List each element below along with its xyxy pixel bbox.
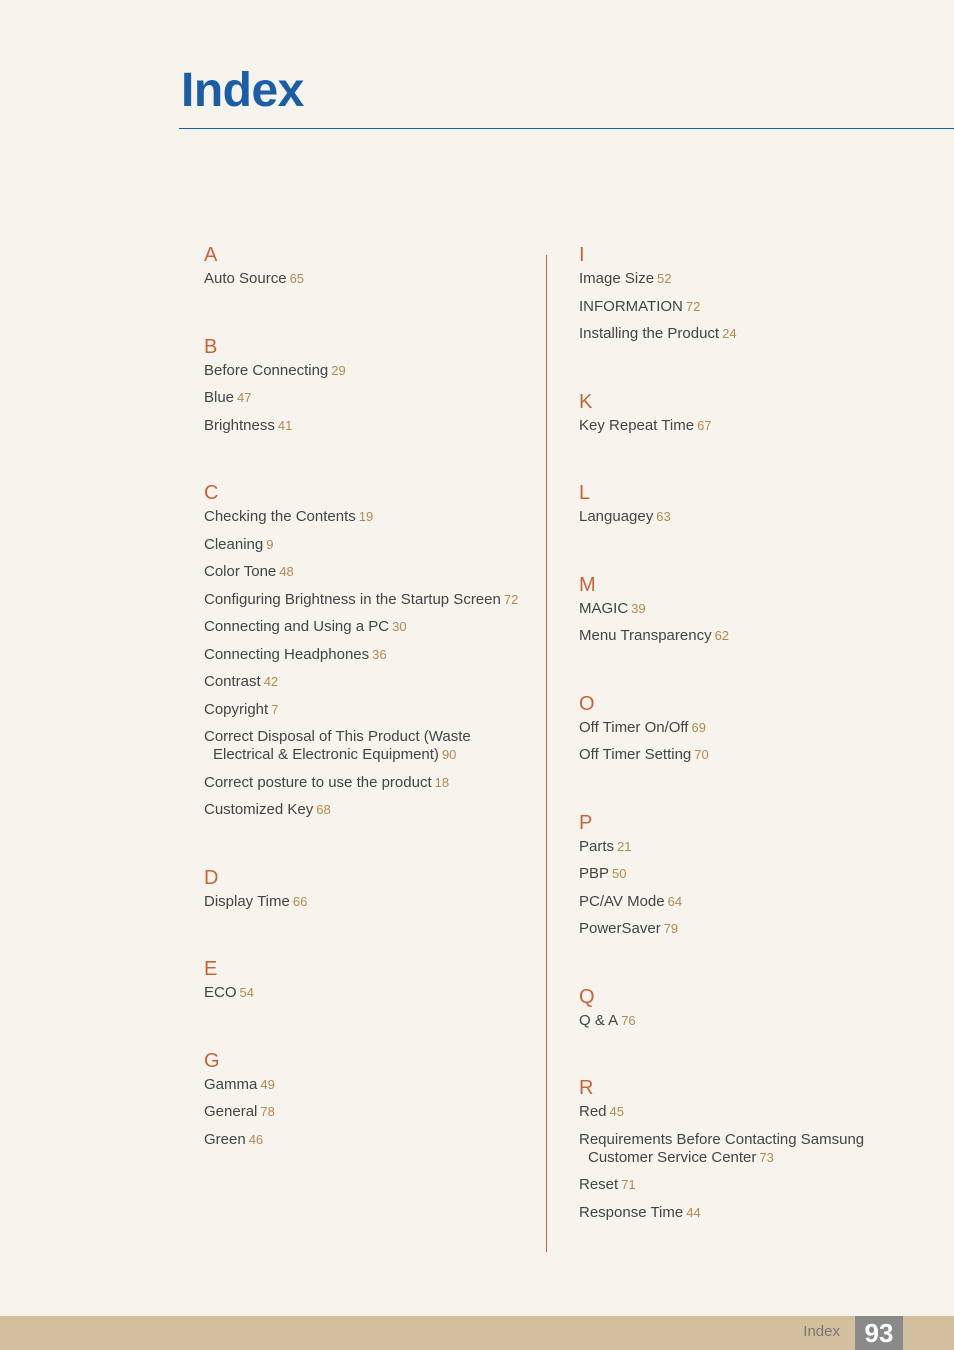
index-section-c <box>204 480 524 819</box>
index-entry[interactable] <box>579 1131 919 1167</box>
column-divider <box>546 255 547 1252</box>
entry-page[interactable]: 49 <box>260 1076 275 1092</box>
entry-page[interactable]: 62 <box>714 628 730 643</box>
index-column-right <box>579 242 919 1231</box>
entry-text: Checking the Contents <box>204 508 356 525</box>
index-section-d <box>204 865 524 911</box>
section-letter: O <box>579 692 595 715</box>
index-section-q <box>579 984 919 1030</box>
entry-text: Languagey <box>579 508 654 525</box>
entry-page[interactable]: 78 <box>260 1104 275 1119</box>
index-entry[interactable] <box>204 984 524 1002</box>
index-section-g <box>204 1048 524 1149</box>
index-entry[interactable] <box>204 774 524 792</box>
entry-text: Connecting and Using a PC <box>204 618 390 635</box>
index-entry[interactable] <box>204 362 524 380</box>
entry-text: Before Connecting <box>204 361 329 379</box>
entry-page[interactable]: 44 <box>686 1204 701 1220</box>
entry-text: Green <box>204 1130 246 1148</box>
entry-text: Key Repeat Time <box>579 416 695 434</box>
entry-page[interactable]: 7 <box>271 701 279 717</box>
index-entry[interactable] <box>204 389 524 407</box>
entry-text: Requirements Before Contacting Samsung Customer Service Center <box>579 1130 865 1166</box>
index-entry[interactable] <box>579 325 919 343</box>
entry-text: Cleaning <box>204 535 264 553</box>
entry-page[interactable]: 52 <box>657 271 672 286</box>
section-letter: I <box>579 244 585 266</box>
section-letter: A <box>204 244 218 266</box>
index-entry[interactable] <box>579 508 919 526</box>
entry-text: ECO <box>204 984 237 1001</box>
entry-text: General <box>204 1103 258 1120</box>
index-entry[interactable] <box>579 417 919 435</box>
index-entry[interactable] <box>204 893 524 911</box>
entry-text: Correct posture to use the product <box>204 773 432 791</box>
entry-text: Response Time <box>579 1203 684 1221</box>
index-section-a <box>204 242 524 288</box>
entry-text: Image Size <box>579 270 655 287</box>
entry-text: Gamma <box>204 1075 258 1093</box>
entry-text: Display Time <box>204 892 290 910</box>
entry-page[interactable]: 36 <box>372 646 387 662</box>
index-entry[interactable] <box>204 673 524 691</box>
entry-text: PBP <box>579 865 610 882</box>
page-footer <box>0 1316 954 1350</box>
entry-page[interactable]: 29 <box>331 362 346 378</box>
entry-text: Parts <box>579 837 615 855</box>
entry-text: Off Timer On/Off <box>579 718 689 736</box>
entry-page[interactable]: 45 <box>609 1104 624 1119</box>
entry-page[interactable]: 50 <box>612 866 627 881</box>
section-letter: C <box>204 482 219 504</box>
page-number: 93 <box>855 1316 903 1350</box>
entry-text: PC/AV Mode <box>579 892 665 910</box>
entry-text: Correct Disposal of This Product (Waste Electrical & Electronic Equipment) <box>204 728 471 763</box>
entry-page[interactable]: 90 <box>441 747 457 762</box>
index-entry[interactable] <box>204 270 524 288</box>
section-letter: E <box>204 958 218 980</box>
index-entry[interactable] <box>204 801 524 819</box>
index-entry[interactable] <box>579 270 919 288</box>
entry-page[interactable]: 65 <box>289 271 305 286</box>
entry-page[interactable]: 48 <box>279 564 294 579</box>
entry-text: Menu Transparency <box>579 627 712 644</box>
entry-page[interactable]: 42 <box>263 674 279 689</box>
entry-page[interactable]: 68 <box>316 802 331 817</box>
entry-text: Configuring Brightness in the Startup Screen <box>204 590 501 608</box>
index-section-l <box>579 480 919 526</box>
entry-text: Reset <box>579 1176 619 1193</box>
entry-page[interactable]: 54 <box>239 985 254 1000</box>
entry-page[interactable]: 19 <box>358 509 374 524</box>
index-section-o <box>579 691 919 765</box>
section-letter: G <box>204 1049 220 1072</box>
index-entry[interactable] <box>204 591 524 609</box>
entry-page[interactable]: 70 <box>694 747 709 762</box>
section-letter: B <box>204 335 218 358</box>
index-entry[interactable] <box>204 563 524 581</box>
entry-text: Off Timer Setting <box>579 746 692 763</box>
entry-page[interactable]: 73 <box>759 1149 774 1165</box>
index-entry[interactable] <box>204 417 524 435</box>
index-entry[interactable] <box>204 536 524 554</box>
index-entry[interactable] <box>204 701 524 719</box>
entry-text: Q & A <box>579 1011 619 1029</box>
index-section-p <box>579 810 919 939</box>
entry-text: Color Tone <box>204 563 277 580</box>
entry-page[interactable]: 41 <box>277 417 293 433</box>
entry-page[interactable]: 72 <box>503 591 519 607</box>
entry-page[interactable]: 21 <box>617 838 632 854</box>
entry-text: MAGIC <box>579 599 629 617</box>
entry-page[interactable]: 30 <box>392 619 407 634</box>
entry-page[interactable]: 63 <box>656 509 671 524</box>
index-entry[interactable] <box>579 838 919 856</box>
index-entry[interactable] <box>579 1204 919 1222</box>
entry-page[interactable]: 76 <box>621 1012 636 1028</box>
entry-page[interactable]: 39 <box>631 600 646 616</box>
entry-text: INFORMATION <box>579 297 683 315</box>
section-letter: K <box>579 390 593 413</box>
entry-page[interactable]: 64 <box>667 893 683 909</box>
section-letter: R <box>579 1077 594 1099</box>
entry-text: Copyright <box>204 700 269 718</box>
index-section-m <box>579 572 919 646</box>
index-entry[interactable] <box>204 1103 524 1121</box>
index-column-left <box>204 242 524 1158</box>
entry-page[interactable]: 66 <box>292 893 308 909</box>
entry-page[interactable]: 79 <box>663 921 679 936</box>
entry-page[interactable]: 72 <box>685 298 701 314</box>
section-letter: D <box>204 866 219 889</box>
entry-page[interactable]: 9 <box>266 536 274 552</box>
entry-text: PowerSaver <box>579 920 661 937</box>
entry-text: Connecting Headphones <box>204 645 370 663</box>
index-entry[interactable] <box>579 746 919 764</box>
index-section-e <box>204 956 524 1002</box>
page-title: Index <box>181 64 304 117</box>
entry-page[interactable]: 18 <box>434 774 450 790</box>
index-entry[interactable] <box>579 600 919 618</box>
index-entry[interactable] <box>579 920 919 938</box>
index-entry[interactable] <box>204 728 524 764</box>
entry-page[interactable]: 46 <box>248 1131 264 1147</box>
index-entry[interactable] <box>579 627 919 645</box>
index-section-i <box>579 242 919 343</box>
footer-label: Index <box>803 1323 840 1340</box>
index-entry[interactable] <box>204 1076 524 1094</box>
index-section-k <box>579 389 919 435</box>
index-entry[interactable] <box>204 1131 524 1149</box>
index-entry[interactable] <box>204 646 524 664</box>
index-entry[interactable] <box>579 1012 919 1030</box>
index-entry[interactable] <box>204 618 524 636</box>
section-letter: L <box>579 482 591 504</box>
entry-text: Customized Key <box>204 801 314 818</box>
index-section-b <box>204 334 524 435</box>
entry-page[interactable]: 71 <box>621 1177 636 1192</box>
index-entry[interactable] <box>579 893 919 911</box>
entry-page[interactable]: 47 <box>237 390 252 405</box>
entry-page[interactable]: 69 <box>691 719 706 735</box>
section-letter: Q <box>579 985 595 1008</box>
section-letter: M <box>579 573 596 596</box>
entry-text: Red <box>579 1103 607 1120</box>
entry-text: Installing the Product <box>579 325 720 342</box>
entry-text: Brightness <box>204 416 275 434</box>
index-entry[interactable] <box>579 298 919 316</box>
title-rule <box>179 128 954 129</box>
entry-text: Contrast <box>204 673 261 690</box>
entry-text: Blue <box>204 389 235 406</box>
entry-page[interactable]: 67 <box>697 417 712 433</box>
index-section-r <box>579 1075 919 1222</box>
entry-page[interactable]: 24 <box>722 326 737 341</box>
index-entry[interactable] <box>579 1103 919 1121</box>
entry-text: Auto Source <box>204 270 287 287</box>
index-entry[interactable] <box>579 719 919 737</box>
index-entry[interactable] <box>579 1176 919 1194</box>
section-letter: P <box>579 811 593 834</box>
index-entry[interactable] <box>579 865 919 883</box>
index-entry[interactable] <box>204 508 524 526</box>
